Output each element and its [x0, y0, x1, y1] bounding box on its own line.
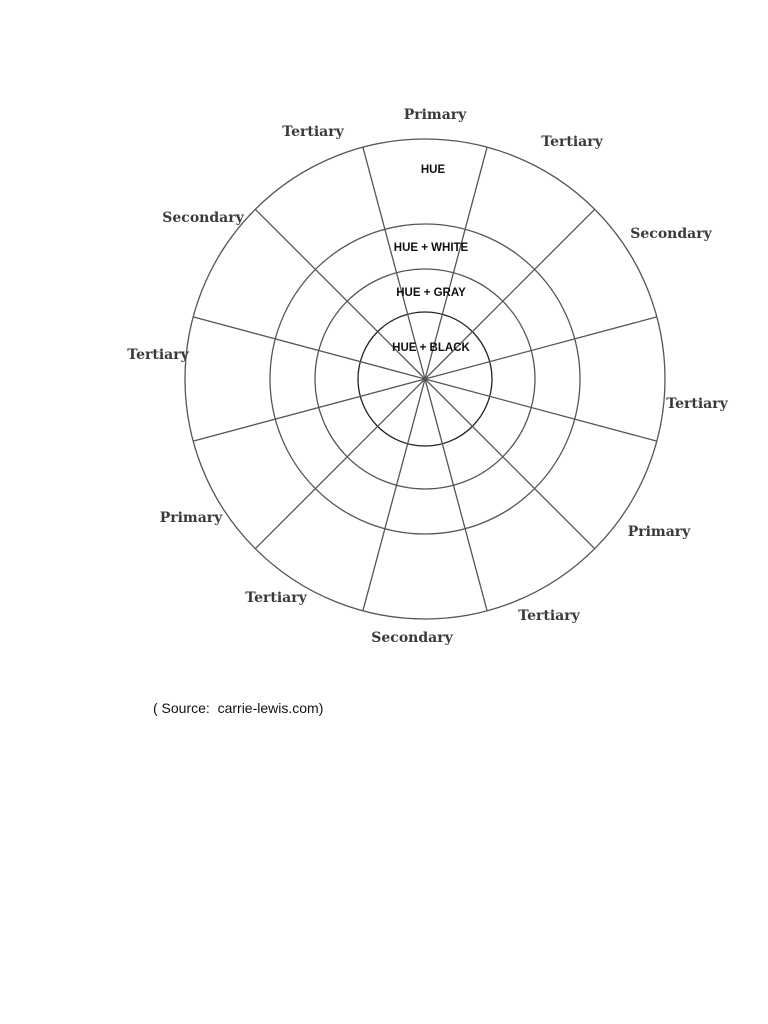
ring-label-hue-white: HUE + WHITE: [393, 242, 469, 254]
segment-label-secondary-left-upper: Secondary: [162, 210, 244, 226]
spoke-line: [255, 379, 425, 549]
spoke-line: [425, 379, 595, 549]
spoke-line: [363, 379, 425, 611]
source-note: ( Source: carrie-lewis.com): [153, 700, 324, 716]
ring-label-hue-black: HUE + BLACK: [392, 342, 470, 354]
segment-label-secondary-bottom: Secondary: [371, 630, 453, 646]
spoke-line: [193, 379, 425, 441]
segment-label-primary-top: Primary: [403, 107, 467, 123]
segment-label-primary-left-lower: Primary: [159, 510, 223, 526]
spoke-line: [193, 317, 425, 379]
spoke-line: [425, 379, 487, 611]
segment-label-secondary-right-upper: Secondary: [630, 226, 712, 242]
segment-label-tertiary-top-right: Tertiary: [541, 134, 603, 150]
segment-label-tertiary-left: Tertiary: [127, 347, 189, 363]
segment-label-primary-right-lower: Primary: [627, 524, 691, 540]
spoke-line: [425, 379, 657, 441]
spokes-group: [193, 147, 657, 611]
segment-label-tertiary-right: Tertiary: [666, 396, 728, 412]
segment-label-tertiary-top-left: Tertiary: [282, 124, 344, 140]
segment-label-tertiary-bottom-left: Tertiary: [245, 590, 307, 606]
segment-label-tertiary-bottom-right: Tertiary: [518, 608, 580, 624]
ring-label-hue-gray: HUE + GRAY: [396, 287, 466, 299]
ring-label-hue: HUE: [420, 164, 446, 176]
